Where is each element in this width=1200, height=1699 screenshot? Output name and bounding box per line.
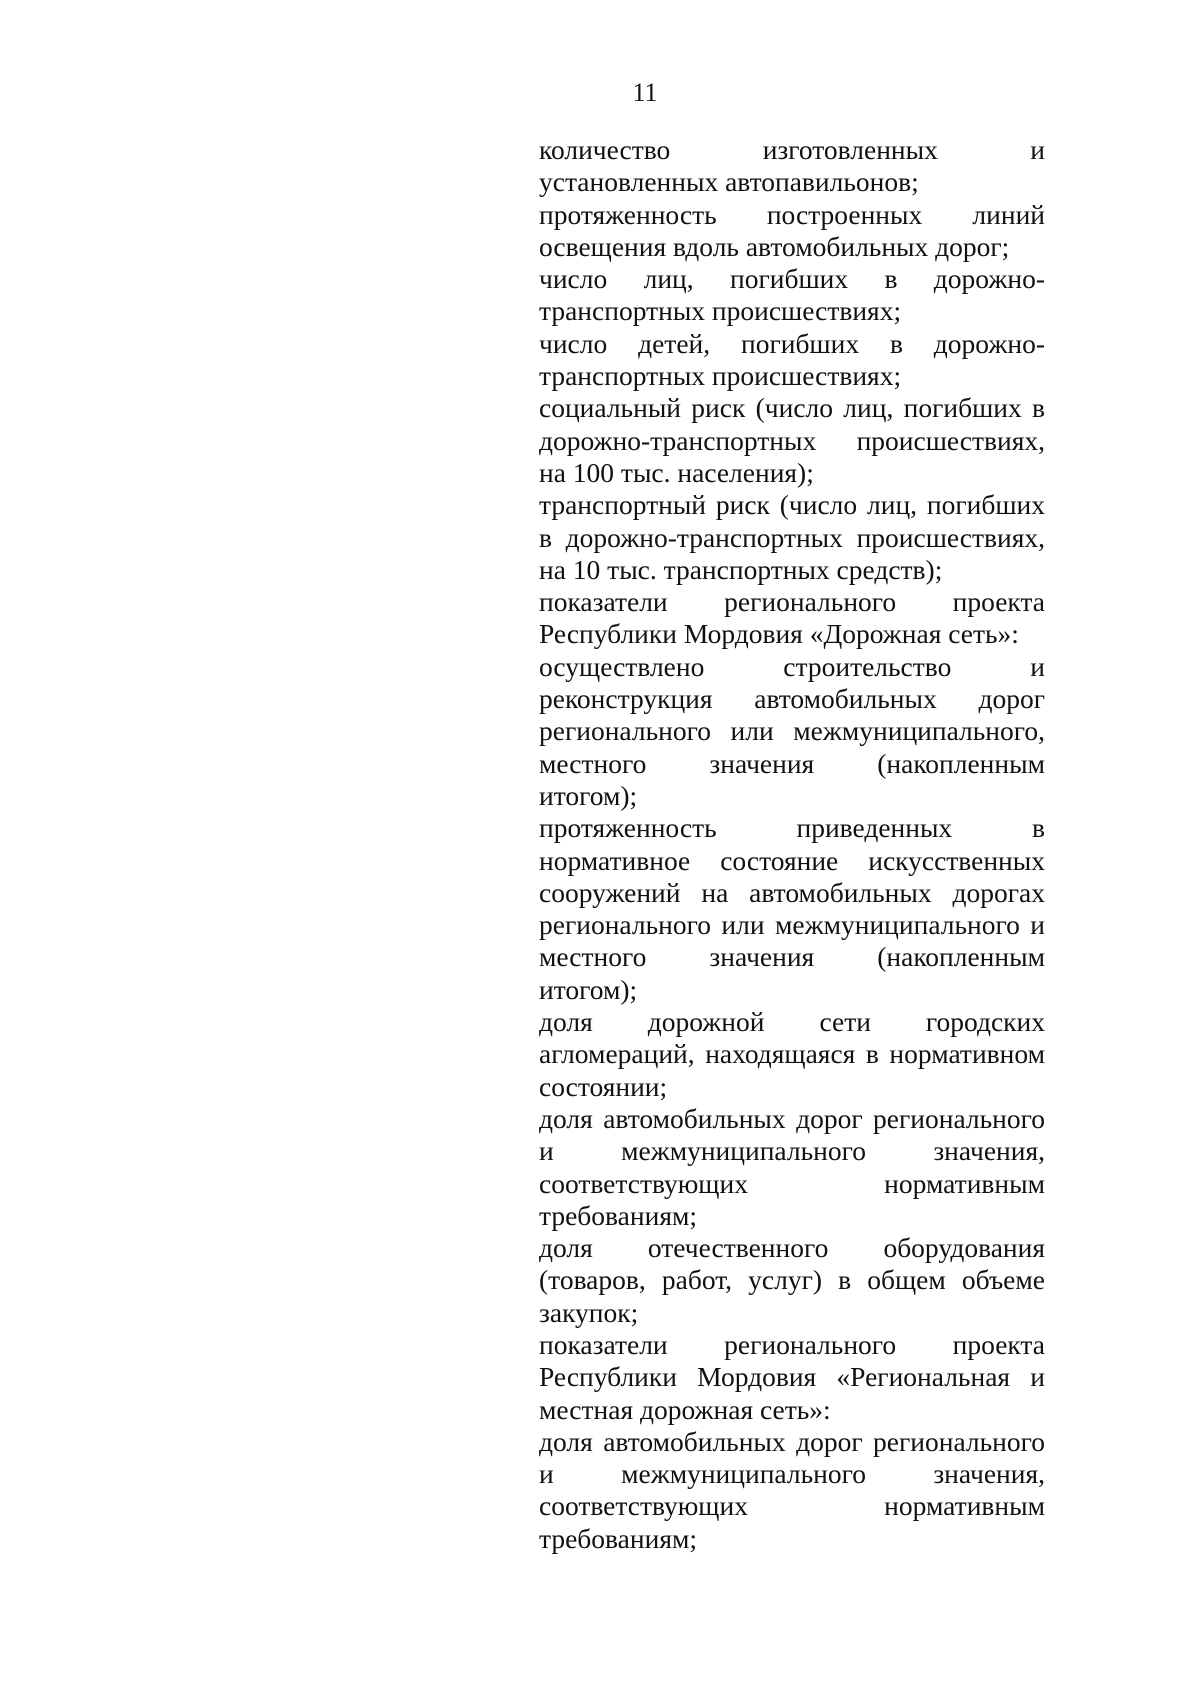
text-line: соответствующих нормативным [539,1490,1045,1522]
text-line: социальный риск (число лиц, погибших в [539,392,1045,424]
text-line: число лиц, погибших в дорожно- [539,263,1045,295]
paragraph-14 [539,1426,1045,1555]
text-line: показатели регионального проекта [539,1328,1045,1360]
text-line: транспортный риск (число лиц, погибших [539,489,1045,521]
text-line: и межмуниципального значения, [539,1135,1045,1167]
text-line: Республики Мордовия «Региональная и [539,1361,1045,1393]
text-line: доля отечественного оборудования [539,1232,1045,1264]
text-line: нормативное состояние искусственных [539,844,1045,876]
text-line: агломераций, находящаяся в нормативном [539,1038,1045,1070]
paragraph-8 [539,651,1045,812]
text-line: реконструкция автомобильных дорог [539,683,1045,715]
text-line: (товаров, работ, услуг) в общем объеме [539,1264,1045,1296]
text-line: требованиям; [539,1522,698,1554]
text-line: транспортных происшествиях; [539,360,902,392]
paragraph-11 [539,1103,1045,1232]
paragraph-6 [539,489,1045,586]
paragraph-2 [539,199,1045,264]
paragraph-4 [539,328,1045,393]
text-line: и межмуниципального значения, [539,1458,1045,1490]
text-line: местного значения (накопленным [539,941,1045,973]
text-line: требованиям; [539,1199,698,1231]
paragraph-9 [539,812,1045,1006]
text-line: транспортных происшествиях; [539,295,902,327]
text-line: доля автомобильных дорог регионального [539,1425,1045,1457]
paragraph-13 [539,1329,1045,1426]
text-line: доля дорожной сети городских [539,1006,1045,1038]
text-line: итогом); [539,779,638,811]
page-number: 11 [632,78,658,107]
text-line: осуществлено строительство и [539,650,1045,682]
paragraph-7 [539,586,1045,651]
text-line: регионального или межмуниципального, [539,715,1045,747]
text-line: на 100 тыс. населения); [539,456,814,488]
paragraph-12 [539,1232,1045,1329]
text-line: показатели регионального проекта [539,586,1045,618]
text-line: протяженность приведенных в [539,812,1045,844]
text-line: дорожно-транспортных происшествиях, [539,424,1045,456]
text-line: на 10 тыс. транспортных средств); [539,553,943,585]
text-line: число детей, погибших в дорожно- [539,327,1045,359]
text-line: количество изготовленных и [539,134,1045,165]
text-line: состоянии; [539,1070,668,1102]
text-line: освещения вдоль автомобильных дорог; [539,230,1010,262]
document-body [539,134,1045,1555]
text-line: регионального или межмуниципального и [539,909,1045,941]
text-line: Республики Мордовия «Дорожная сеть»: [539,618,1019,650]
text-line: доля автомобильных дорог регионального [539,1102,1045,1134]
paragraph-5 [539,392,1045,489]
text-line: закупок; [539,1296,639,1328]
text-line: в дорожно-транспортных происшествиях, [539,521,1045,553]
text-line: протяженность построенных линий [539,198,1045,230]
text-line: установленных автопавильонов; [539,166,919,198]
text-line: местного значения (накопленным [539,747,1045,779]
paragraph-10 [539,1006,1045,1103]
paragraph-1 [539,134,1045,199]
text-line: местная дорожная сеть»: [539,1393,831,1425]
text-line: соответствующих нормативным [539,1167,1045,1199]
text-line: сооружений на автомобильных дорогах [539,876,1045,908]
paragraph-3 [539,263,1045,328]
text-line: итогом); [539,973,638,1005]
